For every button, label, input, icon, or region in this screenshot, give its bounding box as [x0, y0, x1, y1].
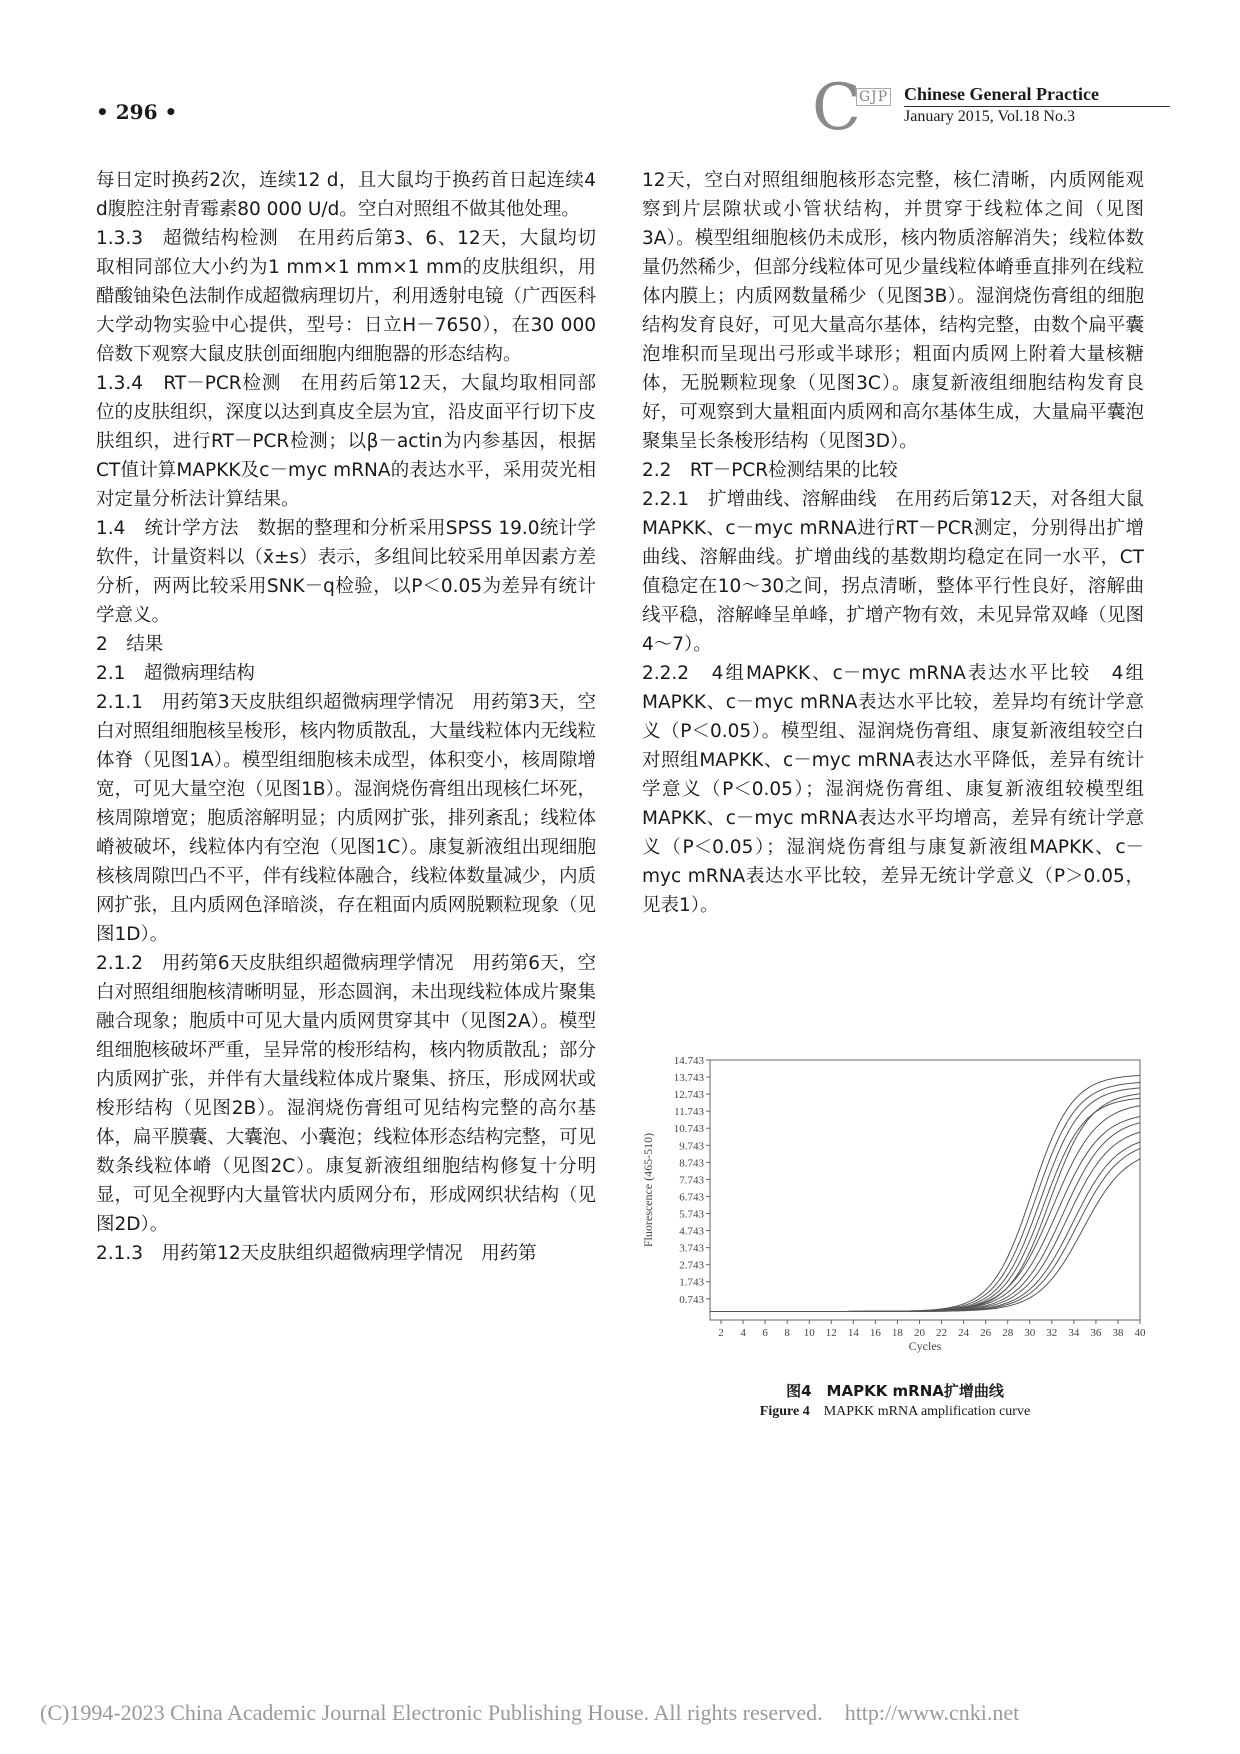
y-tick-label: 4.743	[679, 1225, 704, 1238]
y-tick-label: 11.743	[674, 1106, 704, 1119]
paragraph: 2.2.1 扩增曲线、溶解曲线 在用药后第12天，对各组大鼠MAPKK、c－myc mRNA进行RT－PCR测定，分别得出扩增曲线、溶解曲线。扩增曲线的基数期均稳定在同一水平，CT值稳定在10～30之间，拐点清晰，整体平行性良好，溶解曲线平稳，溶解峰呈单峰，扩增产物有效，未见异常双峰（见图4～7）。	[642, 489, 1144, 655]
y-tick-label: 3.743	[679, 1242, 704, 1255]
amplification-curve	[710, 1098, 1140, 1311]
y-tick-label: 14.743	[673, 1055, 704, 1067]
figure-caption-en	[640, 1404, 1150, 1420]
paragraph: 每日定时换药2次，连续12 d，且大鼠均于换药首日起连续4 d腹腔注射青霉素80 000 U/d。空白对照组不做其他处理。	[96, 170, 596, 220]
subsection-heading: 2.1 超微病理结构	[96, 663, 255, 684]
amplification-curve	[710, 1106, 1140, 1312]
x-tick-label: 4	[740, 1327, 746, 1339]
section-heading: 2 结果	[96, 634, 164, 655]
figure-caption-en-text: MAPKK mRNA amplification curve	[823, 1404, 1031, 1419]
y-tick-label: 12.743	[673, 1089, 704, 1102]
x-tick-label: 16	[869, 1327, 881, 1339]
y-tick-label: 9.743	[679, 1140, 704, 1153]
figure-caption-en-label: Figure 4	[759, 1404, 810, 1419]
amplification-curve	[710, 1094, 1140, 1312]
y-tick-label: 0.743	[679, 1293, 704, 1306]
x-tick-label: 38	[1112, 1327, 1124, 1339]
page-number: • 296 •	[96, 100, 178, 124]
x-tick-label: 36	[1090, 1327, 1102, 1339]
x-tick-label: 24	[958, 1327, 970, 1339]
x-tick-label: 22	[936, 1327, 948, 1339]
x-tick-label: 14	[847, 1327, 859, 1339]
x-tick-label: 12	[825, 1327, 837, 1339]
x-tick-label: 34	[1068, 1327, 1080, 1339]
y-tick-label: 13.743	[673, 1072, 704, 1085]
x-tick-label: 8	[784, 1327, 790, 1339]
x-tick-label: 10	[803, 1327, 815, 1339]
journal-name: Chinese General Practice	[904, 84, 1099, 104]
copyright-text: (C)1994-2023 China Academic Journal Electronic Publishing House. All rights reserved.	[40, 1700, 823, 1725]
amplification-curve	[710, 1117, 1140, 1312]
chart-svg	[640, 1052, 1150, 1372]
amplification-curve	[710, 1083, 1140, 1312]
x-tick-label: 32	[1046, 1327, 1058, 1339]
y-tick-label: 10.743	[673, 1123, 704, 1136]
left-column	[96, 166, 596, 1268]
paragraph: 2.1.3 用药第12天皮肤组织超微病理学情况 用药第	[96, 1243, 537, 1264]
y-tick-label: 7.743	[679, 1174, 704, 1187]
x-tick-label: 20	[913, 1327, 925, 1339]
journal-header	[812, 71, 1172, 145]
right-column	[642, 166, 1144, 920]
x-tick-label: 18	[891, 1327, 903, 1339]
amplification-curve	[710, 1076, 1140, 1312]
x-tick-label: 30	[1024, 1327, 1036, 1339]
paragraph: 2.1.1 用药第3天皮肤组织超微病理学情况 用药第3天，空白对照组细胞核呈梭形，核内物质散乱，大量线粒体内无线粒体脊（见图1A）。模型组细胞核未成型，体积变小，核周隙增宽，可见大量空泡（见图1B）。湿润烧伤膏组出现核仁坏死，核周隙增宽；胞质溶解明显；内质网扩张，排列紊乱；线粒体嵴被破坏，线粒体内有空泡（见图1C）。康复新液组出现细胞核核周隙凹凸不平，伴有线粒体融合，线粒体数量减少，内质网扩张，且内质网色泽暗淡，存在粗面内质网脱颗粒现象（见图1D）。	[96, 692, 596, 945]
x-tick-label: 40	[1134, 1327, 1146, 1339]
footer-url: http://www.cnki.net	[844, 1700, 1020, 1725]
figure-caption-cn: 图4 MAPKK mRNA扩增曲线	[786, 1382, 1004, 1400]
journal-logo-letter: C	[812, 71, 861, 145]
amplification-curve	[710, 1159, 1140, 1312]
paragraph: 1.3.3 超微结构检测 在用药后第3、6、12天，大鼠均切取相同部位大小约为1 mm×1 mm×1 mm的皮肤组织，用醋酸铀染色法制作成超微病理切片，利用透射电镜（广西医科大学动物实验中心提供，型号：日立H－7650），在30 000倍数下观察大鼠皮肤创面细胞内细胞器的形态结构。	[96, 228, 596, 365]
copyright-footer	[40, 1700, 1019, 1726]
subsection-heading: 2.2 RT－PCR检测结果的比较	[642, 460, 898, 481]
y-tick-label: 2.743	[679, 1259, 704, 1272]
journal-issue: January 2015, Vol.18 No.3	[904, 106, 1170, 126]
y-tick-label: 5.743	[679, 1208, 704, 1221]
paragraph: 1.3.4 RT－PCR检测 在用药后第12天，大鼠均取相同部位的皮肤组织，深度以达到真皮全层为宜，沿皮面平行切下皮肤组织，进行RT－PCR检测；以β－actin为内参基因，根据CT值计算MAPKK及c－myc mRNA的表达水平，采用荧光相对定量分析法计算结果。	[96, 373, 596, 510]
x-tick-label: 2	[718, 1327, 724, 1339]
paragraph: 2.2.2 4组MAPKK、c－myc mRNA表达水平比较 4组MAPKK、c－myc mRNA表达水平比较，差异均有统计学意义（P＜0.05）。模型组、湿润烧伤膏组、康复新液组较空白对照组MAPKK、c－myc mRNA表达水平降低，差异有统计学意义（P＜0.05）；湿润烧伤膏组、康复新液组较模型组MAPKK、c－myc mRNA表达水平均增高，差异有统计学意义（P＜0.05）；湿润烧伤膏组与康复新液组MAPKK、c－myc mRNA表达水平比较，差异无统计学意义（P＞0.05，见表1）。	[642, 663, 1144, 916]
y-tick-label: 8.743	[679, 1157, 704, 1170]
x-tick-label: 28	[1002, 1327, 1014, 1339]
y-tick-label: 6.743	[679, 1191, 704, 1204]
journal-logo-abbr: GJP	[856, 88, 891, 106]
y-tick-label: 1.743	[679, 1276, 704, 1289]
amplification-curve	[710, 1132, 1140, 1311]
paragraph: 1.4 统计学方法 数据的整理和分析采用SPSS 19.0统计学软件，计量资料以（x̄±s）表示，多组间比较采用单因素方差分析，两两比较采用SNK－q检验，以P＜0.05为差异有统计学意义。	[96, 518, 596, 626]
x-tick-label: 6	[762, 1327, 768, 1339]
amplification-chart	[640, 1052, 1150, 1372]
x-axis-label: Cycles	[908, 1339, 942, 1353]
paragraph: 12天，空白对照组细胞核形态完整，核仁清晰，内质网能观察到片层隙状或小管状结构，并贯穿于线粒体之间（见图3A）。模型组细胞核仍未成形，核内物质溶解消失；线粒体数量仍然稀少，但部分线粒体可见少量线粒体嵴垂直排列在线粒体内膜上；内质网数量稀少（见图3B）。湿润烧伤膏组的细胞结构发育良好，可见大量高尔基体，结构完整，由数个扁平囊泡堆积而呈现出弓形或半球形；粗面内质网上附着大量核糖体，无脱颗粒现象（见图3C）。康复新液组细胞结构发育良好，可观察到大量粗面内质网和高尔基体生成，大量扁平囊泡聚集呈长条梭形结构（见图3D）。	[642, 170, 1144, 452]
amplification-curve	[710, 1088, 1140, 1312]
paragraph: 2.1.2 用药第6天皮肤组织超微病理学情况 用药第6天，空白对照组细胞核清晰明显，形态圆润，未出现线粒体成片聚集融合现象；胞质中可见大量内质网贯穿其中（见图2A）。模型组细胞核破坏严重，呈异常的梭形结构，核内物质散乱；部分内质网扩张，并伴有大量线粒体成片聚集、挤压，形成网状或梭形结构（见图2B）。湿润烧伤膏组可见结构完整的高尔基体，扁平膜囊、大囊泡、小囊泡；线粒体形态结构完整，可见数条线粒体嵴（见图2C）。康复新液组细胞结构修复十分明显，可见全视野内大量管状内质网分布，形成网织状结构（见图2D）。	[96, 953, 596, 1235]
x-tick-label: 26	[980, 1327, 992, 1339]
amplification-curve	[710, 1142, 1140, 1311]
y-axis-label: Fluorescence (465-510)	[641, 1132, 655, 1248]
